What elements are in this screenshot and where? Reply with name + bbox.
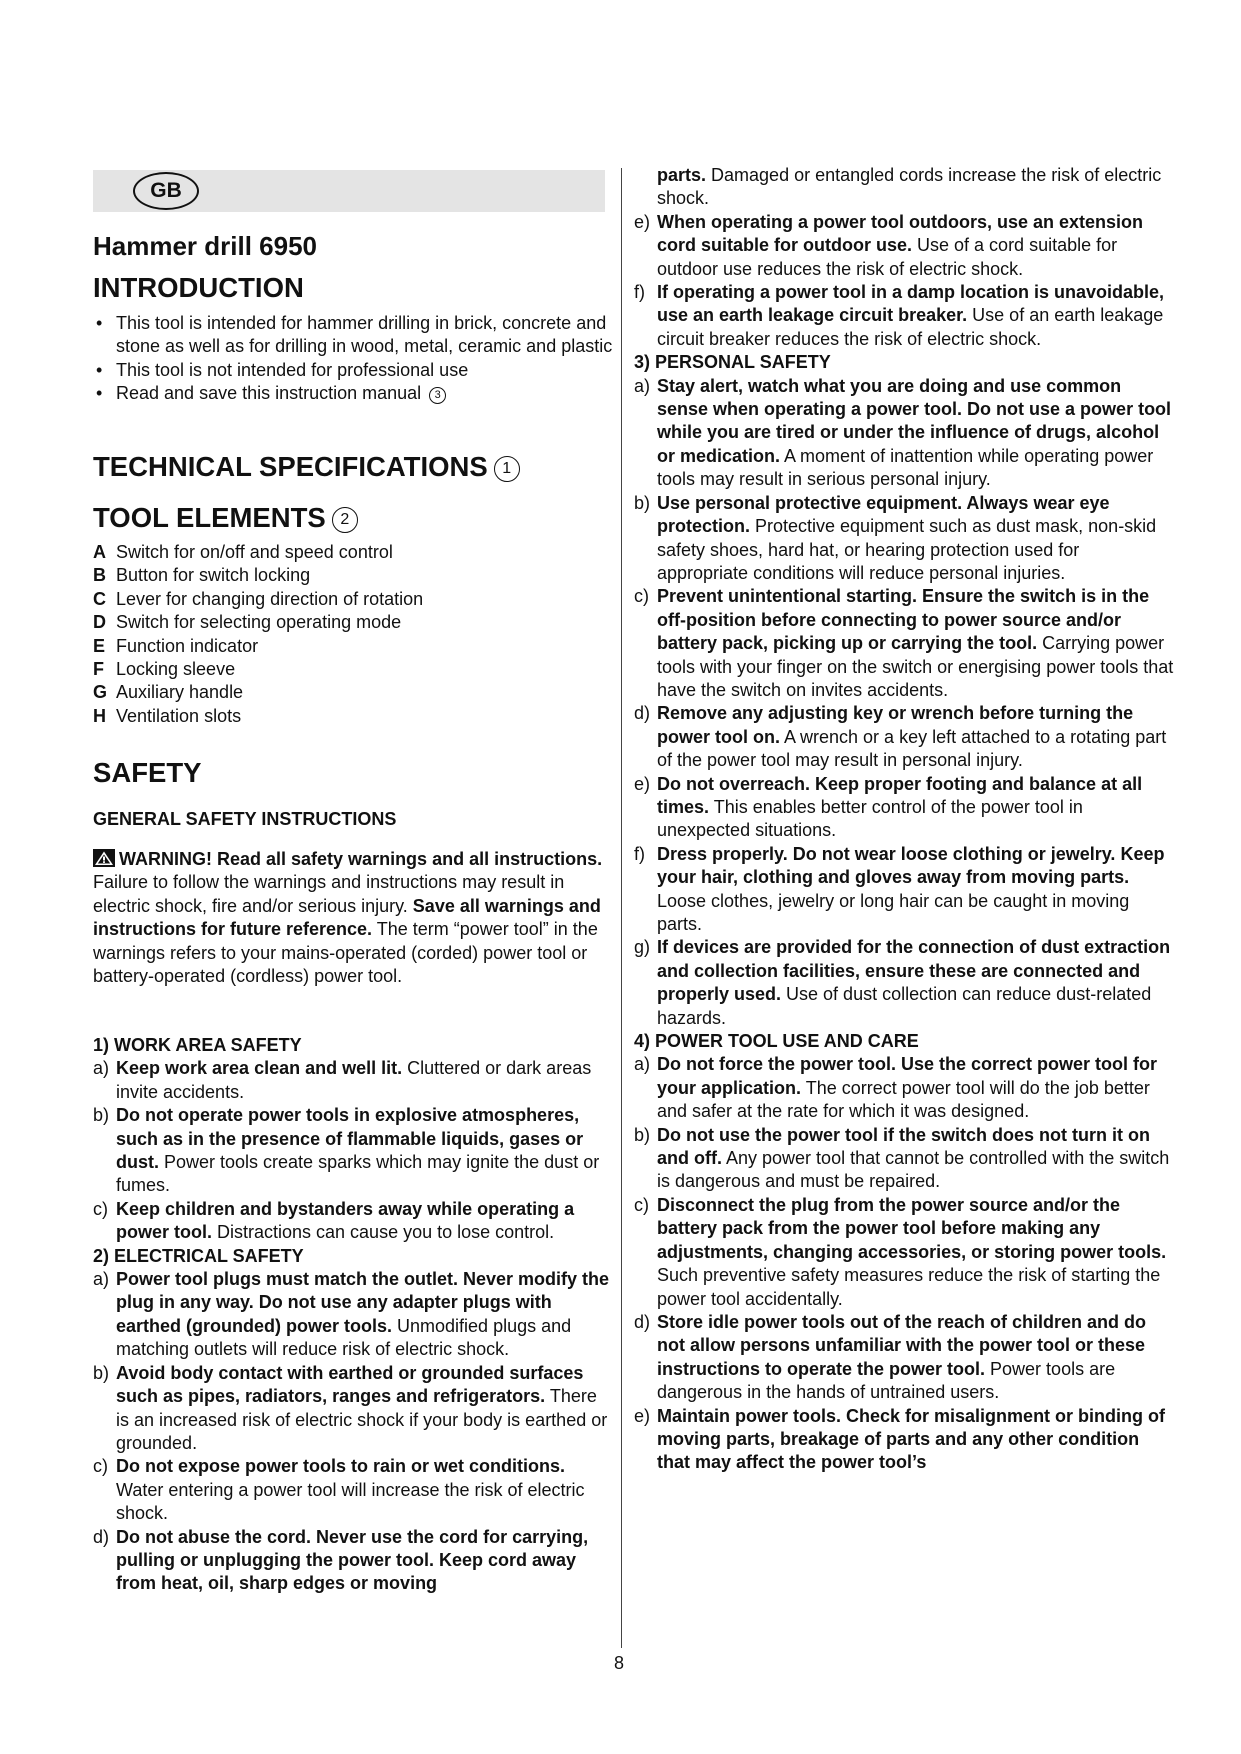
list-item: a) Stay alert, watch what you are doing and use common sense when operating a power tool. Do not use a power tool while you are tired or under the influence of drugs, alcohol or medication. A moment of inattention while operating power tools may result in serious personal injury. [634, 375, 1172, 490]
personal-heading: 3) PERSONAL SAFETY [634, 352, 831, 373]
general-safety-heading: GENERAL SAFETY INSTRUCTIONS [93, 809, 397, 829]
list-item: e) Do not overreach. Keep proper footing and balance at all times. This enables better control of the power tool in unexpected situations. [634, 773, 1143, 841]
list-item: b) Use personal protective equipment. Always wear eye protection. Protective equipment such as dust mask, non-skid safety shoes, hard hat, or hearing protection used for appropriate conditions will reduce personal injuries. [634, 492, 1157, 583]
warning-paragraph: WARNING! Read all safety warnings and all instructions. Failure to follow the warnings and instructions may result in electric shock, fire and/or serious injury. Save all warnings and instructions for future reference. The term “power tool” in the warnings refers to your mains-operated (corded) power tool or battery-operated (cordless) power tool. [93, 849, 603, 987]
left-safety-rules [93, 1034, 611, 1596]
country-code-badge: GB [133, 172, 199, 210]
list-item: C Lever for changing direction of rotation [93, 588, 424, 609]
tool-use-heading: 4) POWER TOOL USE AND CARE [634, 1031, 919, 1052]
list-item: g) If devices are provided for the connection of dust extraction and collection facilities, ensure these are connected and properly used. Use of dust collection can reduce dust-related hazards. [634, 937, 1171, 1028]
right-column [634, 164, 1174, 1475]
introduction-list [93, 312, 613, 406]
warning-icon [93, 849, 115, 867]
list-item: c) Keep children and bystanders away while operating a power tool. Distractions can cause you to lose control. [93, 1198, 575, 1243]
list-item-continued: parts. Damaged or entangled cords increase the risk of electric shock. [657, 165, 1162, 209]
list-item: d) Do not abuse the cord. Never use the cord for carrying, pulling or unplugging the power tool. Keep cord away from heat, oil, sharp edges or moving [93, 1526, 589, 1594]
list-item: d) Remove any adjusting key or wrench before turning the power tool on. A wrench or a key left attached to a rotating part of the power tool may result in personal injury. [634, 703, 1167, 771]
list-item: E Function indicator [93, 635, 259, 656]
list-item: d) Store idle power tools out of the reach of children and do not allow persons unfamiliar with the power tool or these instructions to operate the power tool. Power tools are dangerous in the hands of untrained users. [634, 1311, 1147, 1403]
list-item: b) Avoid body contact with earthed or grounded surfaces such as pipes, radiators, ranges and refrigerators. There is an increased risk of electric shock if your body is earthed or grounded. [93, 1362, 608, 1453]
list-item: F Locking sleeve [93, 659, 236, 680]
list-item: • This tool is not intended for professional use [93, 359, 613, 382]
list-item: b) Do not use the power tool if the switch does not turn it on and off. Any power tool that cannot be controlled with the switch is dangerous and must be repaired. [634, 1124, 1170, 1192]
work-area-heading: 1) WORK AREA SAFETY [93, 1035, 302, 1055]
figure-ref-3: 3 [429, 387, 446, 404]
page-number: 8 [614, 1653, 625, 1673]
list-item: c) Disconnect the plug from the power source and/or the battery pack from the power tool before making any adjustments, changing accessories, or storing power tools. Such preventive safety measures reduce the risk of starting the power tool accidentally. [634, 1194, 1167, 1309]
introduction-heading: INTRODUCTION [93, 272, 304, 303]
figure-ref-1: 1 [494, 456, 520, 482]
list-item: e) When operating a power tool outdoors, use an extension cord suitable for outdoor use. Use of a cord suitable for outdoor use reduces the risk of electric shock. [634, 211, 1144, 279]
list-item: G Auxiliary handle [93, 682, 244, 703]
list-item: a) Keep work area clean and well lit. Cluttered or dark areas invite accidents. [93, 1058, 592, 1102]
list-item: a) Do not force the power tool. Use the correct power tool for your application. The correct power tool will do the job better and safer at the rate for which it was designed. [634, 1054, 1158, 1122]
list-item: D Switch for selecting operating mode [93, 612, 402, 633]
tool-elements-heading: TOOL ELEMENTS 2 [93, 502, 358, 534]
tech-specs-heading: TECHNICAL SPECIFICATIONS 1 [93, 451, 520, 483]
column-divider [621, 168, 622, 1648]
list-item: f) Dress properly. Do not wear loose clothing or jewelry. Keep your hair, clothing and gloves away from moving parts. Loose clothes, jewelry or long hair can be caught in moving parts. [634, 843, 1165, 934]
safety-heading: SAFETY [93, 757, 202, 788]
list-item: • Read and save this instruction manual 3 [93, 382, 613, 405]
page-title: Hammer drill 6950 [93, 231, 318, 261]
list-item: a) Power tool plugs must match the outlet. Never modify the plug in any way. Do not use any adapter plugs with earthed (grounded) power tools. Unmodified plugs and matching outlets will reduce risk of electric shock. [93, 1269, 610, 1360]
list-item: A Switch for on/off and speed control [93, 542, 393, 562]
list-item: b) Do not operate power tools in explosive atmospheres, such as in the presence of flammable liquids, gases or dust. Power tools create sparks which may ignite the dust or fumes. [93, 1105, 600, 1196]
list-item: f) If operating a power tool in a damp location is unavoidable, use an earth leakage circuit breaker. Use of an earth leakage circuit breaker reduces the risk of electric shock. [634, 282, 1165, 349]
electrical-heading: 2) ELECTRICAL SAFETY [93, 1245, 304, 1266]
list-item: • This tool is intended for hammer drilling in brick, concrete and stone as well as for drilling in wood, metal, ceramic and plastic [93, 312, 613, 359]
figure-ref-2: 2 [332, 507, 358, 533]
list-item: e) Maintain power tools. Check for misalignment or binding of moving parts, breakage of parts and any other condition that may affect the power tool’s [634, 1405, 1166, 1473]
list-item: c) Do not expose power tools to rain or wet conditions. Water entering a power tool will increase the risk of electric shock. [93, 1456, 585, 1524]
list-item: B Button for switch locking [93, 565, 311, 586]
list-item: c) Prevent unintentional starting. Ensure the switch is in the off-position before connecting to power source and/or battery pack, picking up or carrying the tool. Carrying power tools with your finger on the switch or energising power tools that have the switch on invites accidents. [634, 586, 1174, 700]
tool-elements-list [93, 541, 613, 728]
list-item: H Ventilation slots [93, 705, 242, 726]
